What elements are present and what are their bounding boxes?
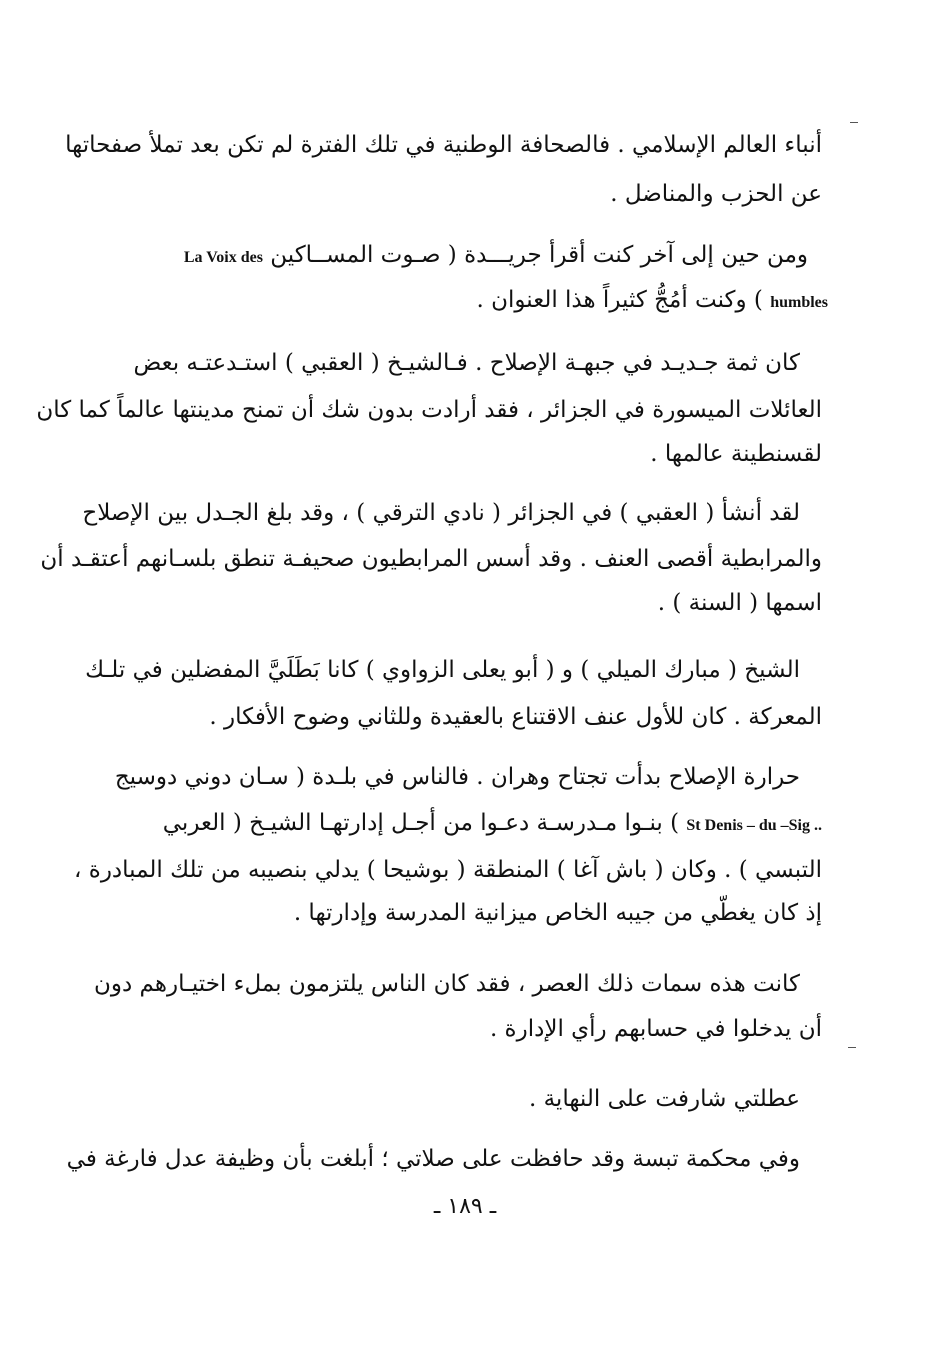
text-line	[138, 283, 828, 320]
arabic-text: ومن حين إلى آخر كنت أقرأ جريـــدة ( صـوت المســاكين	[270, 242, 808, 268]
page-number: ـ ١٨٩ ـ	[433, 1194, 497, 1219]
text-line: أن يدخلوا في حسابهم رأي الإدارة .	[489, 1016, 822, 1042]
arabic-text: ) وكنت أمُجُّ كثيراً هذا العنوان .	[476, 287, 763, 313]
text-line: لقسنطينة عالمها .	[650, 441, 822, 467]
text-line: كانت هذه سمات ذلك العصر ، فقد كان الناس يلتزمون بملء اختيـارهم دون	[93, 971, 800, 997]
text-line: عطلتي شارفت على النهاية .	[528, 1086, 800, 1112]
text-line: عن الحزب والمناضل .	[610, 181, 822, 207]
text-line: اسمها ( السنة ) .	[657, 590, 822, 616]
text-line: أنباء العالم الإسلامي . فالصحافة الوطنية في تلك الفترة لم تكن بعد تملأ صفحاتها	[65, 132, 822, 158]
latin-text: La Voix des	[183, 249, 263, 266]
margin-tick-mark	[850, 122, 858, 123]
latin-text: St Denis – du –Sig ..	[686, 817, 822, 834]
text-line: لقد أنشأ ( العقبي ) في الجزائر ( نادي الترقي ) ، وقد بلغ الجـدل بين الإصلاح	[82, 500, 800, 526]
text-line: العائلات الميسورة في الجزائر ، فقد أرادت بدون شك أن تمنح مدينتها عالماً كما كان	[36, 397, 822, 423]
latin-text: humbles	[770, 294, 828, 311]
text-line	[132, 806, 822, 843]
text-line: كان ثمة جـديـد في جبهـة الإصلاح . فـالشيـخ ( العقبي ) استـدعتـه بعض	[133, 350, 800, 376]
text-line	[138, 238, 828, 275]
arabic-text: ) بنـوا مـدرسـة دعـوا من أجـل إدارتهـا الشيـخ ( العربي	[162, 810, 680, 836]
text-line: التبسي ) . وكان ( باش آغا ) المنطقة ( بوشيحا ) يدلي بنصيبه من تلك المبادرة ،	[74, 857, 822, 883]
text-line: حرارة الإصلاح بدأت تجتاح وهران . فالناس في بلـدة ( سـان دوني دوسيج	[114, 764, 800, 790]
margin-tick-mark	[848, 1047, 856, 1048]
text-line: الشيخ ( مبارك الميلي ) و ( أبو يعلى الزواوي ) كانا بَطَلَيَّ المفضلين في تلـك	[85, 657, 800, 683]
text-line: وفي محكمة تبسة وقد حافظت على صلاتي ؛ أبلغت بأن وظيفة عدل فارغة في	[66, 1146, 800, 1172]
text-line: المعركة . كان للأول عنف الاقتناع بالعقيدة وللثاني وضوح الأفكار .	[209, 704, 822, 730]
text-line: والمرابطية أقصى العنف . وقد أسس المرابطيون صحيفـة تنطق بلسـانهم أعتقـد أن	[40, 546, 822, 572]
text-line: إذ كان يغطّي من جيبه الخاص ميزانية المدرسة وإدارتها .	[293, 900, 822, 926]
